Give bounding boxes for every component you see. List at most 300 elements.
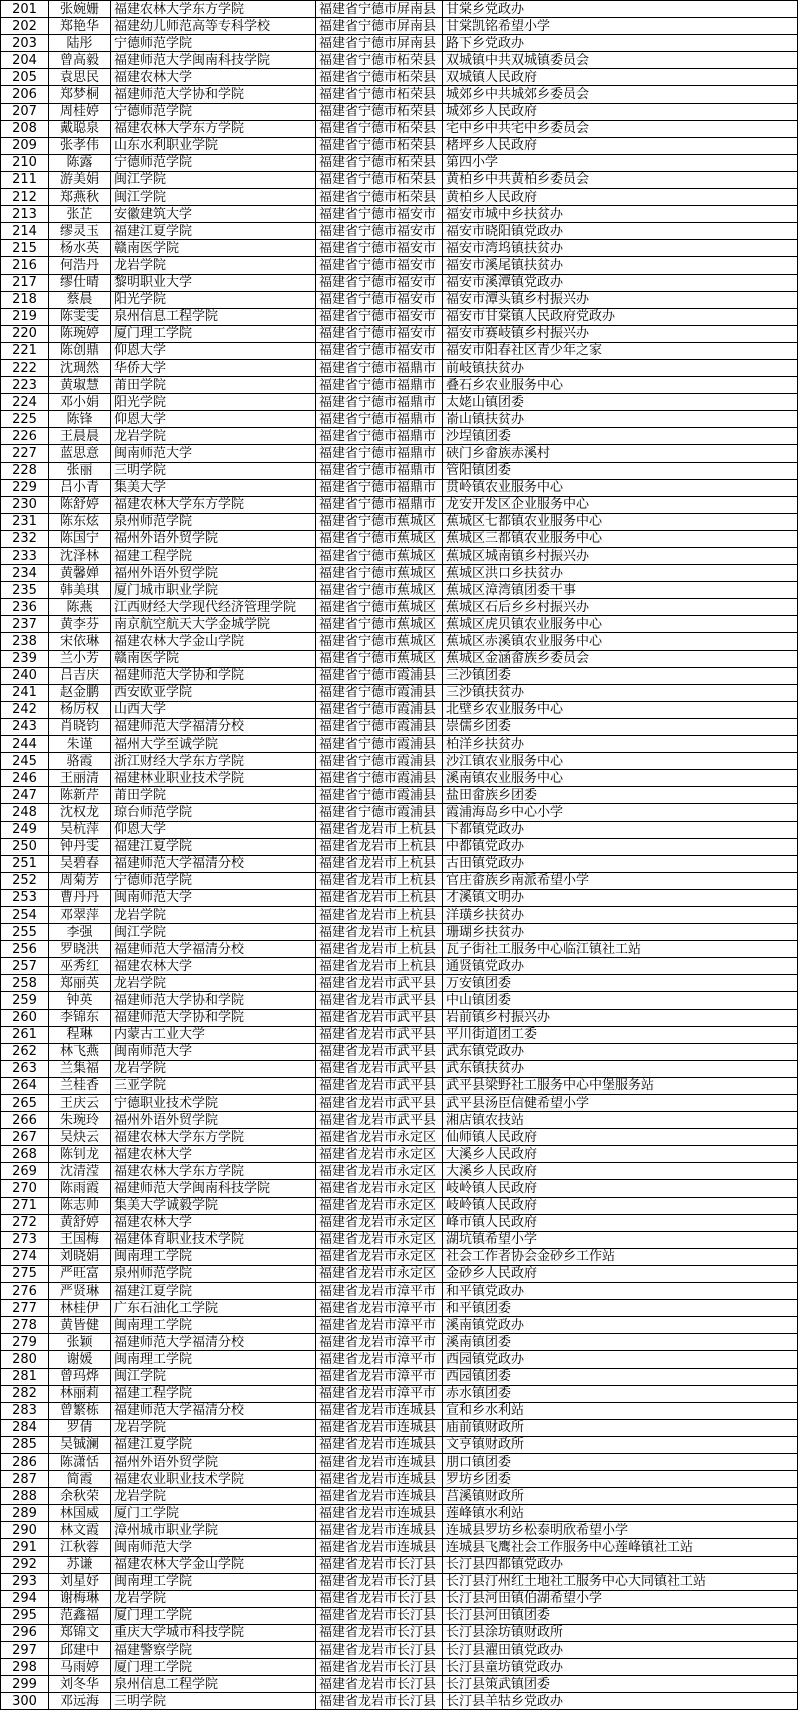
name-cell: 朱谨 (49, 736, 111, 753)
table-row (1, 1539, 798, 1556)
school-cell: 福建江夏学院 (111, 838, 316, 855)
location-cell: 福建省龙岩市连城县 (316, 1488, 443, 1505)
table-row (1, 958, 798, 975)
school-cell: 龙岩学院 (111, 1419, 316, 1436)
position-cell: 蕉城区三都镇农业服务中心 (443, 530, 798, 547)
school-cell: 宁德职业技术学院 (111, 1095, 316, 1112)
row-number-cell: 231 (1, 513, 49, 530)
table-row (1, 1624, 798, 1641)
table-row (1, 86, 798, 103)
table-row (1, 308, 798, 325)
row-number-cell: 233 (1, 548, 49, 565)
row-number-cell: 268 (1, 1146, 49, 1163)
position-cell: 岐岭镇人民政府 (443, 1197, 798, 1214)
row-number-cell: 299 (1, 1676, 49, 1693)
position-cell: 大溪乡人民政府 (443, 1146, 798, 1163)
name-cell: 游美娟 (49, 171, 111, 188)
table-row (1, 103, 798, 120)
school-cell: 福州外语外贸学院 (111, 565, 316, 582)
table-row (1, 1471, 798, 1488)
location-cell: 福建省龙岩市长汀县 (316, 1573, 443, 1590)
name-cell: 袁思民 (49, 69, 111, 86)
position-cell: 硖门乡畲族赤溪村 (443, 445, 798, 462)
row-number-cell: 204 (1, 52, 49, 69)
position-cell: 长汀县四都镇党政办 (443, 1556, 798, 1573)
table-row (1, 325, 798, 342)
row-number-cell: 209 (1, 137, 49, 154)
table-row (1, 599, 798, 616)
school-cell: 福建江夏学院 (111, 1283, 316, 1300)
position-cell: 湘店镇农技站 (443, 1112, 798, 1129)
row-number-cell: 238 (1, 633, 49, 650)
school-cell: 闽南理工学院 (111, 1248, 316, 1265)
name-cell: 曹丹丹 (49, 889, 111, 906)
row-number-cell: 284 (1, 1419, 49, 1436)
row-number-cell: 240 (1, 667, 49, 684)
row-number-cell: 244 (1, 736, 49, 753)
school-cell: 南京航空航天大学金城学院 (111, 616, 316, 633)
school-cell: 福建农林大学东方学院 (111, 1129, 316, 1146)
table-row (1, 1129, 798, 1146)
row-number-cell: 212 (1, 189, 49, 206)
location-cell: 福建省龙岩市漳平市 (316, 1368, 443, 1385)
school-cell: 阳光学院 (111, 394, 316, 411)
row-number-cell: 217 (1, 274, 49, 291)
location-cell: 福建省龙岩市武平县 (316, 992, 443, 1009)
location-cell: 福建省宁德市福鼎市 (316, 428, 443, 445)
name-cell: 吴铖澜 (49, 1436, 111, 1453)
position-cell: 北壁乡农业服务中心 (443, 701, 798, 718)
name-cell: 郑燕秋 (49, 189, 111, 206)
table-row (1, 1436, 798, 1453)
name-cell: 刘晓娟 (49, 1248, 111, 1265)
name-cell: 何浩丹 (49, 257, 111, 274)
row-number-cell: 252 (1, 872, 49, 889)
school-cell: 江西财经大学现代经济管理学院 (111, 599, 316, 616)
position-cell: 溪南镇团委 (443, 1334, 798, 1351)
school-cell: 仰恩大学 (111, 821, 316, 838)
school-cell: 福建体育职业技术学院 (111, 1231, 316, 1248)
table-row (1, 1265, 798, 1282)
table-row (1, 1197, 798, 1214)
table-row (1, 1402, 798, 1419)
table-row (1, 1556, 798, 1573)
school-cell: 闽南师范大学 (111, 445, 316, 462)
name-cell: 林桂伊 (49, 1300, 111, 1317)
school-cell: 福建师范大学福清分校 (111, 855, 316, 872)
name-cell: 王丽清 (49, 770, 111, 787)
school-cell: 福建农林大学 (111, 958, 316, 975)
table-row (1, 394, 798, 411)
location-cell: 福建省宁德市柘荣县 (316, 154, 443, 171)
name-cell: 杨水英 (49, 240, 111, 257)
position-cell: 金砂乡人民政府 (443, 1265, 798, 1282)
location-cell: 福建省宁德市柘荣县 (316, 86, 443, 103)
position-cell: 庙前镇财政所 (443, 1419, 798, 1436)
name-cell: 陈雨霞 (49, 1180, 111, 1197)
table-row (1, 1676, 798, 1693)
position-cell: 叠石乡农业服务中心 (443, 377, 798, 394)
position-cell: 长汀县濯田镇党政办 (443, 1642, 798, 1659)
location-cell: 福建省宁德市福安市 (316, 308, 443, 325)
row-number-cell: 285 (1, 1436, 49, 1453)
table-row (1, 616, 798, 633)
location-cell: 福建省龙岩市武平县 (316, 975, 443, 992)
row-number-cell: 295 (1, 1607, 49, 1624)
table-row (1, 906, 798, 923)
name-cell: 严贤琳 (49, 1283, 111, 1300)
name-cell: 刘冬华 (49, 1676, 111, 1693)
name-cell: 巫秀红 (49, 958, 111, 975)
row-number-cell: 220 (1, 325, 49, 342)
row-number-cell: 201 (1, 1, 49, 18)
location-cell: 福建省龙岩市长汀县 (316, 1659, 443, 1676)
table-row (1, 445, 798, 462)
table-row (1, 1334, 798, 1351)
school-cell: 广东石油化工学院 (111, 1300, 316, 1317)
row-number-cell: 239 (1, 650, 49, 667)
row-number-cell: 219 (1, 308, 49, 325)
location-cell: 福建省宁德市屏南县 (316, 35, 443, 52)
table-row (1, 701, 798, 718)
row-number-cell: 289 (1, 1505, 49, 1522)
school-cell: 福建农林大学 (111, 69, 316, 86)
school-cell: 福州外语外贸学院 (111, 1453, 316, 1470)
position-cell: 古田镇党政办 (443, 855, 798, 872)
row-number-cell: 256 (1, 941, 49, 958)
name-cell: 李强 (49, 924, 111, 941)
location-cell: 福建省宁德市霞浦县 (316, 667, 443, 684)
name-cell: 陈雯雯 (49, 308, 111, 325)
name-cell: 陈东炫 (49, 513, 111, 530)
location-cell: 福建省宁德市蕉城区 (316, 599, 443, 616)
name-cell: 兰桂香 (49, 1077, 111, 1094)
name-cell: 陈舒婷 (49, 496, 111, 513)
school-cell: 福建农林大学金山学院 (111, 1556, 316, 1573)
name-cell: 苏谦 (49, 1556, 111, 1573)
table-row (1, 530, 798, 547)
position-cell: 霞浦海岛乡中心小学 (443, 804, 798, 821)
name-cell: 王国梅 (49, 1231, 111, 1248)
table-row (1, 18, 798, 35)
name-cell: 兰集福 (49, 1060, 111, 1077)
location-cell: 福建省龙岩市漳平市 (316, 1385, 443, 1402)
location-cell: 福建省宁德市蕉城区 (316, 513, 443, 530)
position-cell: 湖坑镇希望小学 (443, 1231, 798, 1248)
school-cell: 厦门理工学院 (111, 1659, 316, 1676)
table-row (1, 1026, 798, 1043)
row-number-cell: 206 (1, 86, 49, 103)
name-cell: 马雨婷 (49, 1659, 111, 1676)
row-number-cell: 249 (1, 821, 49, 838)
location-cell: 福建省宁德市蕉城区 (316, 548, 443, 565)
position-cell: 珊瑚乡扶贫办 (443, 924, 798, 941)
location-cell: 福建省龙岩市武平县 (316, 1009, 443, 1026)
school-cell: 阳光学院 (111, 291, 316, 308)
table-row (1, 718, 798, 735)
name-cell: 陈国宁 (49, 530, 111, 547)
location-cell: 福建省宁德市蕉城区 (316, 565, 443, 582)
position-cell: 蕉城区赤溪镇农业服务中心 (443, 633, 798, 650)
row-number-cell: 203 (1, 35, 49, 52)
row-number-cell: 287 (1, 1471, 49, 1488)
school-cell: 仰恩大学 (111, 411, 316, 428)
school-cell: 闽南理工学院 (111, 1317, 316, 1334)
table-row (1, 496, 798, 513)
position-cell: 岩前镇乡村振兴办 (443, 1009, 798, 1026)
table-row (1, 240, 798, 257)
table-row (1, 1385, 798, 1402)
row-number-cell: 250 (1, 838, 49, 855)
name-cell: 吕吉庆 (49, 667, 111, 684)
table-row (1, 274, 798, 291)
table-row (1, 1163, 798, 1180)
name-cell: 陈志帅 (49, 1197, 111, 1214)
name-cell: 林国威 (49, 1505, 111, 1522)
row-number-cell: 270 (1, 1180, 49, 1197)
location-cell: 福建省宁德市福鼎市 (316, 359, 443, 376)
name-cell: 林飞燕 (49, 1043, 111, 1060)
position-cell: 通贤镇党政办 (443, 958, 798, 975)
row-number-cell: 247 (1, 787, 49, 804)
row-number-cell: 218 (1, 291, 49, 308)
location-cell: 福建省龙岩市漳平市 (316, 1317, 443, 1334)
name-cell: 邱建中 (49, 1642, 111, 1659)
name-cell: 罗晓洪 (49, 941, 111, 958)
table-row (1, 1317, 798, 1334)
row-number-cell: 272 (1, 1214, 49, 1231)
row-number-cell: 282 (1, 1385, 49, 1402)
row-number-cell: 241 (1, 684, 49, 701)
row-number-cell: 279 (1, 1334, 49, 1351)
location-cell: 福建省龙岩市连城县 (316, 1453, 443, 1470)
location-cell: 福建省龙岩市漳平市 (316, 1351, 443, 1368)
row-number-cell: 211 (1, 171, 49, 188)
position-cell: 峰市镇人民政府 (443, 1214, 798, 1231)
position-cell: 福安市晓阳镇党政办 (443, 223, 798, 240)
name-cell: 王晨晨 (49, 428, 111, 445)
table-row (1, 1659, 798, 1676)
position-cell: 甘棠乡党政办 (443, 1, 798, 18)
name-cell: 刘星妤 (49, 1573, 111, 1590)
location-cell: 福建省龙岩市上杭县 (316, 838, 443, 855)
table-row (1, 1642, 798, 1659)
position-cell: 长汀县汀州红土地社工服务中心大同镇社工站 (443, 1573, 798, 1590)
position-cell: 龙安开发区企业服务中心 (443, 496, 798, 513)
row-number-cell: 267 (1, 1129, 49, 1146)
school-cell: 赣南医学院 (111, 650, 316, 667)
school-cell: 闽南师范大学 (111, 1043, 316, 1060)
name-cell: 邓远海 (49, 1693, 111, 1710)
table-row (1, 1419, 798, 1436)
name-cell: 程琳 (49, 1026, 111, 1043)
school-cell: 福建师范大学协和学院 (111, 667, 316, 684)
school-cell: 莆田学院 (111, 787, 316, 804)
row-number-cell: 254 (1, 906, 49, 923)
position-cell: 三沙镇扶贫办 (443, 684, 798, 701)
school-cell: 三明学院 (111, 1693, 316, 1710)
position-cell: 管阳镇团委 (443, 462, 798, 479)
table-row (1, 513, 798, 530)
school-cell: 福建农林大学 (111, 1146, 316, 1163)
row-number-cell: 246 (1, 770, 49, 787)
school-cell: 厦门工学院 (111, 1505, 316, 1522)
location-cell: 福建省宁德市霞浦县 (316, 736, 443, 753)
position-cell: 洋璜乡扶贫办 (443, 906, 798, 923)
row-number-cell: 293 (1, 1573, 49, 1590)
location-cell: 福建省龙岩市上杭县 (316, 924, 443, 941)
school-cell: 福建幼儿师范高等专科学校 (111, 18, 316, 35)
position-cell: 路下乡党政办 (443, 35, 798, 52)
location-cell: 福建省宁德市柘荣县 (316, 103, 443, 120)
name-cell: 林丽莉 (49, 1385, 111, 1402)
location-cell: 福建省宁德市蕉城区 (316, 530, 443, 547)
row-number-cell: 300 (1, 1693, 49, 1710)
row-number-cell: 278 (1, 1317, 49, 1334)
name-cell: 周菊芳 (49, 872, 111, 889)
row-number-cell: 245 (1, 753, 49, 770)
position-cell: 城郊乡中共城郊乡委员会 (443, 86, 798, 103)
table-row (1, 1077, 798, 1094)
location-cell: 福建省龙岩市漳平市 (316, 1283, 443, 1300)
school-cell: 福建师范大学福清分校 (111, 1334, 316, 1351)
table-row (1, 377, 798, 394)
location-cell: 福建省龙岩市连城县 (316, 1471, 443, 1488)
location-cell: 福建省龙岩市永定区 (316, 1197, 443, 1214)
location-cell: 福建省宁德市柘荣县 (316, 69, 443, 86)
name-cell: 严旺富 (49, 1265, 111, 1282)
name-cell: 陆彤 (49, 35, 111, 52)
location-cell: 福建省龙岩市长汀县 (316, 1624, 443, 1641)
row-number-cell: 260 (1, 1009, 49, 1026)
location-cell: 福建省龙岩市永定区 (316, 1214, 443, 1231)
position-cell: 贯岭镇农业服务中心 (443, 479, 798, 496)
location-cell: 福建省宁德市福鼎市 (316, 411, 443, 428)
name-cell: 张婉姗 (49, 1, 111, 18)
position-cell: 福安市阳春社区青少年之家 (443, 342, 798, 359)
name-cell: 吕小青 (49, 479, 111, 496)
school-cell: 龙岩学院 (111, 1590, 316, 1607)
location-cell: 福建省宁德市福鼎市 (316, 462, 443, 479)
row-number-cell: 294 (1, 1590, 49, 1607)
location-cell: 福建省宁德市福鼎市 (316, 445, 443, 462)
school-cell: 福建江夏学院 (111, 223, 316, 240)
name-cell: 陈创鼎 (49, 342, 111, 359)
name-cell: 范鑫福 (49, 1607, 111, 1624)
table-row (1, 941, 798, 958)
row-number-cell: 258 (1, 975, 49, 992)
row-number-cell: 269 (1, 1163, 49, 1180)
location-cell: 福建省龙岩市武平县 (316, 1112, 443, 1129)
location-cell: 福建省宁德市福安市 (316, 240, 443, 257)
school-cell: 福建工程学院 (111, 548, 316, 565)
position-cell: 中都镇党政办 (443, 838, 798, 855)
school-cell: 黎明职业大学 (111, 274, 316, 291)
school-cell: 宁德师范学院 (111, 103, 316, 120)
position-cell: 福安市湾坞镇扶贫办 (443, 240, 798, 257)
position-cell: 中山镇团委 (443, 992, 798, 1009)
school-cell: 泉州信息工程学院 (111, 308, 316, 325)
table-row (1, 1095, 798, 1112)
name-cell: 沈权龙 (49, 804, 111, 821)
position-cell: 蕉城区七都镇农业服务中心 (443, 513, 798, 530)
school-cell: 福建农林大学东方学院 (111, 496, 316, 513)
row-number-cell: 213 (1, 206, 49, 223)
location-cell: 福建省宁德市福安市 (316, 206, 443, 223)
table-row (1, 411, 798, 428)
row-number-cell: 274 (1, 1248, 49, 1265)
table-row (1, 428, 798, 445)
table-row (1, 1009, 798, 1026)
table-row (1, 1573, 798, 1590)
location-cell: 福建省龙岩市永定区 (316, 1248, 443, 1265)
position-cell: 武平县梁野社工服务中心中堡服务站 (443, 1077, 798, 1094)
school-cell: 福建农林大学东方学院 (111, 1, 316, 18)
table-body (1, 1, 798, 1710)
table-row (1, 1300, 798, 1317)
table-row (1, 975, 798, 992)
school-cell: 三明学院 (111, 462, 316, 479)
name-cell: 陈琬婷 (49, 325, 111, 342)
location-cell: 福建省宁德市福安市 (316, 223, 443, 240)
location-cell: 福建省龙岩市长汀县 (316, 1693, 443, 1710)
location-cell: 福建省宁德市霞浦县 (316, 718, 443, 735)
location-cell: 福建省龙岩市武平县 (316, 1026, 443, 1043)
school-cell: 厦门城市职业学院 (111, 582, 316, 599)
name-cell: 张芷 (49, 206, 111, 223)
row-number-cell: 283 (1, 1402, 49, 1419)
name-cell: 蓝思意 (49, 445, 111, 462)
name-cell: 骆霞 (49, 753, 111, 770)
table-row (1, 684, 798, 701)
school-cell: 龙岩学院 (111, 257, 316, 274)
position-cell: 甘棠凯铭希望小学 (443, 18, 798, 35)
row-number-cell: 253 (1, 889, 49, 906)
location-cell: 福建省龙岩市上杭县 (316, 941, 443, 958)
location-cell: 福建省宁德市福安市 (316, 257, 443, 274)
table-row (1, 1505, 798, 1522)
table-row (1, 206, 798, 223)
table-row (1, 753, 798, 770)
position-cell: 平川街道团工委 (443, 1026, 798, 1043)
location-cell: 福建省龙岩市连城县 (316, 1419, 443, 1436)
table-row (1, 1146, 798, 1163)
school-cell: 福建警察学院 (111, 1642, 316, 1659)
position-cell: 溪南镇农业服务中心 (443, 770, 798, 787)
position-cell: 才溪镇文明办 (443, 889, 798, 906)
school-cell: 闽江学院 (111, 171, 316, 188)
location-cell: 福建省龙岩市永定区 (316, 1231, 443, 1248)
position-cell: 莲峰镇水利站 (443, 1505, 798, 1522)
school-cell: 福建师范大学闽南科技学院 (111, 52, 316, 69)
table-row (1, 582, 798, 599)
school-cell: 宁德师范学院 (111, 154, 316, 171)
name-cell: 黄李芬 (49, 616, 111, 633)
table-row (1, 736, 798, 753)
school-cell: 福建工程学院 (111, 1385, 316, 1402)
row-number-cell: 257 (1, 958, 49, 975)
name-cell: 赵金鹏 (49, 684, 111, 701)
row-number-cell: 224 (1, 394, 49, 411)
table-row (1, 1283, 798, 1300)
school-cell: 泉州师范学院 (111, 1265, 316, 1282)
school-cell: 福建师范大学福清分校 (111, 1402, 316, 1419)
location-cell: 福建省龙岩市长汀县 (316, 1590, 443, 1607)
school-cell: 龙岩学院 (111, 428, 316, 445)
row-number-cell: 263 (1, 1060, 49, 1077)
name-cell: 吴碧春 (49, 855, 111, 872)
row-number-cell: 276 (1, 1283, 49, 1300)
